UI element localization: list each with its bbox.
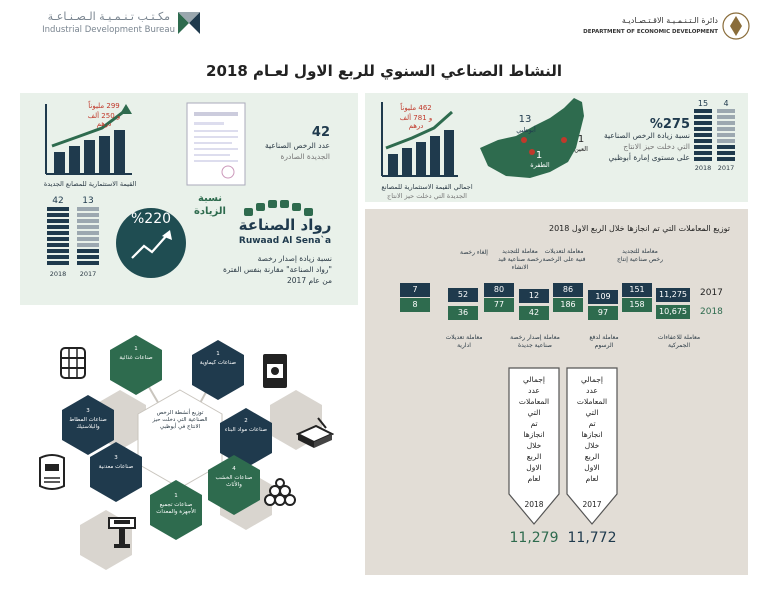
cell-2017-0: 7 — [400, 283, 430, 297]
ded-logo-english: DEPARTMENT OF ECONOMIC DEVELOPMENT — [583, 29, 718, 35]
top-label-renew-under-construction: معاملة للتجديد رخصة صناعية قيد الانشاء — [497, 248, 542, 271]
hex-plastic-count: 3 — [86, 408, 90, 414]
row-2018-year: 2018 — [700, 307, 723, 317]
bottom-label-admin-changes: معاملة تعديلات ادارية — [445, 334, 483, 349]
ded-logo-arabic: دائرة الـتـنـمـيـة الاقـتـصـاديـة — [621, 16, 718, 25]
top-label-cancel: إلغاء رخصة — [460, 249, 488, 256]
right-investment-amount-top: 462 مليوناً — [400, 104, 432, 112]
map-alain-count: 1 — [577, 134, 585, 145]
bottom-label-fee-payment: معاملة لدفع الرسوم — [589, 334, 619, 349]
hex-wood-count: 4 — [232, 466, 236, 472]
cell-2018-3: 42 — [519, 306, 549, 320]
total-2017-value: 11,772 — [567, 530, 617, 546]
hex-food-count: 1 — [134, 346, 138, 352]
cell-2017-5: 109 — [588, 290, 618, 304]
left-compare-2018-value: 42 — [52, 196, 64, 206]
right-compare-2018-year: 2018 — [694, 164, 712, 172]
cell-2017-6: 151 — [622, 283, 652, 297]
barrel-icon — [58, 346, 88, 380]
left-compare-2017-value: 13 — [82, 196, 94, 206]
growth-line1: نسبة زيادة الرخص الصناعية — [604, 131, 690, 140]
hex-chemical-count: 1 — [216, 351, 220, 357]
ded-logo — [560, 10, 750, 42]
left-compare-2018-year: 2018 — [49, 270, 67, 278]
new-licenses-line1: عدد الرخص الصناعية — [264, 141, 330, 150]
cell-2018-1: 36 — [448, 306, 478, 320]
investment-amount-top: 299 مليوناً — [88, 102, 120, 110]
left-compare-bars — [47, 207, 102, 269]
left-compare-2017-year: 2017 — [79, 270, 97, 278]
ruwaad-desc-line1: نسبة زيادة إصدار رخصة — [257, 254, 332, 263]
total-2018-text: إجمالي عدد المعاملات التي تم انجازها خلال الربع الاول لعام — [518, 375, 550, 483]
map-alain-name: العين — [574, 145, 588, 153]
cell-2018-7: 10,675 — [656, 305, 690, 319]
ruwaad-logo-arabic: رواد الصناعة — [238, 216, 332, 234]
map-dhafra-name: الظفرة — [530, 161, 550, 169]
cell-2018-5: 97 — [588, 306, 618, 320]
investment-caption: القيمة الاستثمارية للمصانع الجديدة — [43, 180, 137, 188]
total-2017-year: 2017 — [582, 500, 602, 509]
bricks-trowel-icon — [296, 416, 334, 448]
new-licenses-count: 42 — [311, 125, 330, 140]
right-compare-bars — [694, 109, 736, 163]
right-investment-amount-bottom: و 781 ألف درهم — [399, 114, 433, 130]
growth-line3: على مستوى إمارة أبوظبي — [608, 153, 690, 162]
right-compare-2018-value: 15 — [697, 99, 709, 108]
ruwaad-logo-english: Ruwaad Al Sena`a — [238, 236, 332, 246]
ruwaad-desc-line2: "رواد الصناعة" مقارنة بنفس الفترة — [222, 265, 332, 274]
welding-mask-icon — [36, 452, 68, 492]
increase-percent: %220 — [130, 211, 172, 227]
hex-metal-count: 3 — [114, 455, 118, 461]
hex-machinery-name: صناعات تجميع الأجهزة والمعدات — [156, 502, 196, 515]
cell-2018-0: 8 — [400, 298, 430, 312]
hex-building-count: 2 — [244, 418, 248, 424]
transactions-title: توزيع المعاملات التي تم انجازها خلال الربع الاول 2018 — [549, 224, 730, 233]
cell-2017-3: 12 — [519, 289, 549, 303]
row-2017-year: 2017 — [700, 288, 723, 298]
logs-icon — [262, 478, 298, 506]
right-investment-caption-line2: الجديدة التي دخلت حيز الانتاج — [387, 192, 467, 200]
cell-2018-4: 186 — [553, 298, 583, 312]
machine-stamp-icon — [106, 516, 138, 552]
right-compare-2017-year: 2017 — [717, 164, 735, 172]
cell-2018-2: 77 — [484, 298, 514, 312]
cell-2017-1: 52 — [448, 288, 478, 302]
idb-logo-english: Industrial Development Bureau — [42, 25, 175, 35]
top-label-renew-production: معاملة للتجديد رخص صناعية إنتاج — [617, 248, 663, 263]
increase-label-line2: الزيادة — [194, 206, 226, 217]
right-compare-2017-value: 4 — [723, 99, 729, 108]
total-2017-text: إجمالي عدد المعاملات التي تم انجازها خلال الربع الاول لعام — [576, 375, 608, 483]
page-title: النشاط الصناعي السنوي للربع الاول لعـام 2018 — [206, 62, 562, 80]
idb-logo — [30, 10, 205, 40]
hex-wood-name: صناعات الخشب والأثاث — [215, 475, 253, 488]
falcon-emblem-icon — [722, 10, 750, 42]
cell-2017-2: 80 — [484, 283, 514, 297]
idb-emblem-icon — [176, 10, 202, 36]
cell-2017-7: 11,275 — [656, 288, 690, 302]
growth-line2: التي دخلت حيز الانتاج — [623, 142, 690, 151]
right-investment-caption-line1: اجمالي القيمة الاستثمارية للمصانع — [381, 183, 473, 191]
hex-machinery-count: 1 — [174, 493, 178, 499]
cell-2018-6: 158 — [622, 298, 652, 312]
license-document-icon — [186, 102, 246, 186]
total-2018-year: 2018 — [524, 500, 544, 509]
hex-plastic-name: صناعات المطاط والبلاستيك — [69, 417, 107, 430]
hex-building-name: صناعات مواد البناء — [224, 427, 268, 433]
ruwaad-desc-line3: من عام 2017 — [287, 276, 332, 285]
map-dhafra-count: 1 — [535, 150, 543, 161]
top-label-technical-changes: معاملة لتعديلات فنية على الرخصة — [542, 248, 586, 263]
map-abudhabi-name: أبوظبي — [516, 126, 536, 134]
investment-amount-bottom: و 250 ألف درهم — [87, 112, 121, 128]
bottom-label-customs-exemption: معاملة للاعفاءات الجمركية — [657, 334, 701, 349]
idb-logo-arabic: مكـتـب تـنـمـيـة الـصـنـاعـة — [47, 10, 170, 23]
map-abudhabi-count: 13 — [518, 114, 532, 125]
chemical-drum-icon — [260, 352, 290, 390]
hex-food-name: صناعات غذائية — [119, 355, 153, 361]
hex-center-text: توزيع أنشطة الرخص الصناعية التي دخلت حيز الانتاج في أبوظبي — [152, 410, 208, 430]
hex-metal-name: صناعات معدنية — [98, 464, 134, 470]
total-2018-value: 11,279 — [509, 530, 559, 546]
growth-percent: %275 — [649, 117, 690, 132]
cell-2017-4: 86 — [553, 283, 583, 297]
hex-chemical-name: صناعات كيماوية — [199, 360, 237, 366]
new-licenses-line2: الجديدة الصادرة — [280, 152, 330, 161]
bottom-label-new-license: معاملة إصدار رخصة صناعية جديدة — [510, 334, 560, 349]
increase-label-line1: نسبة — [197, 193, 223, 204]
